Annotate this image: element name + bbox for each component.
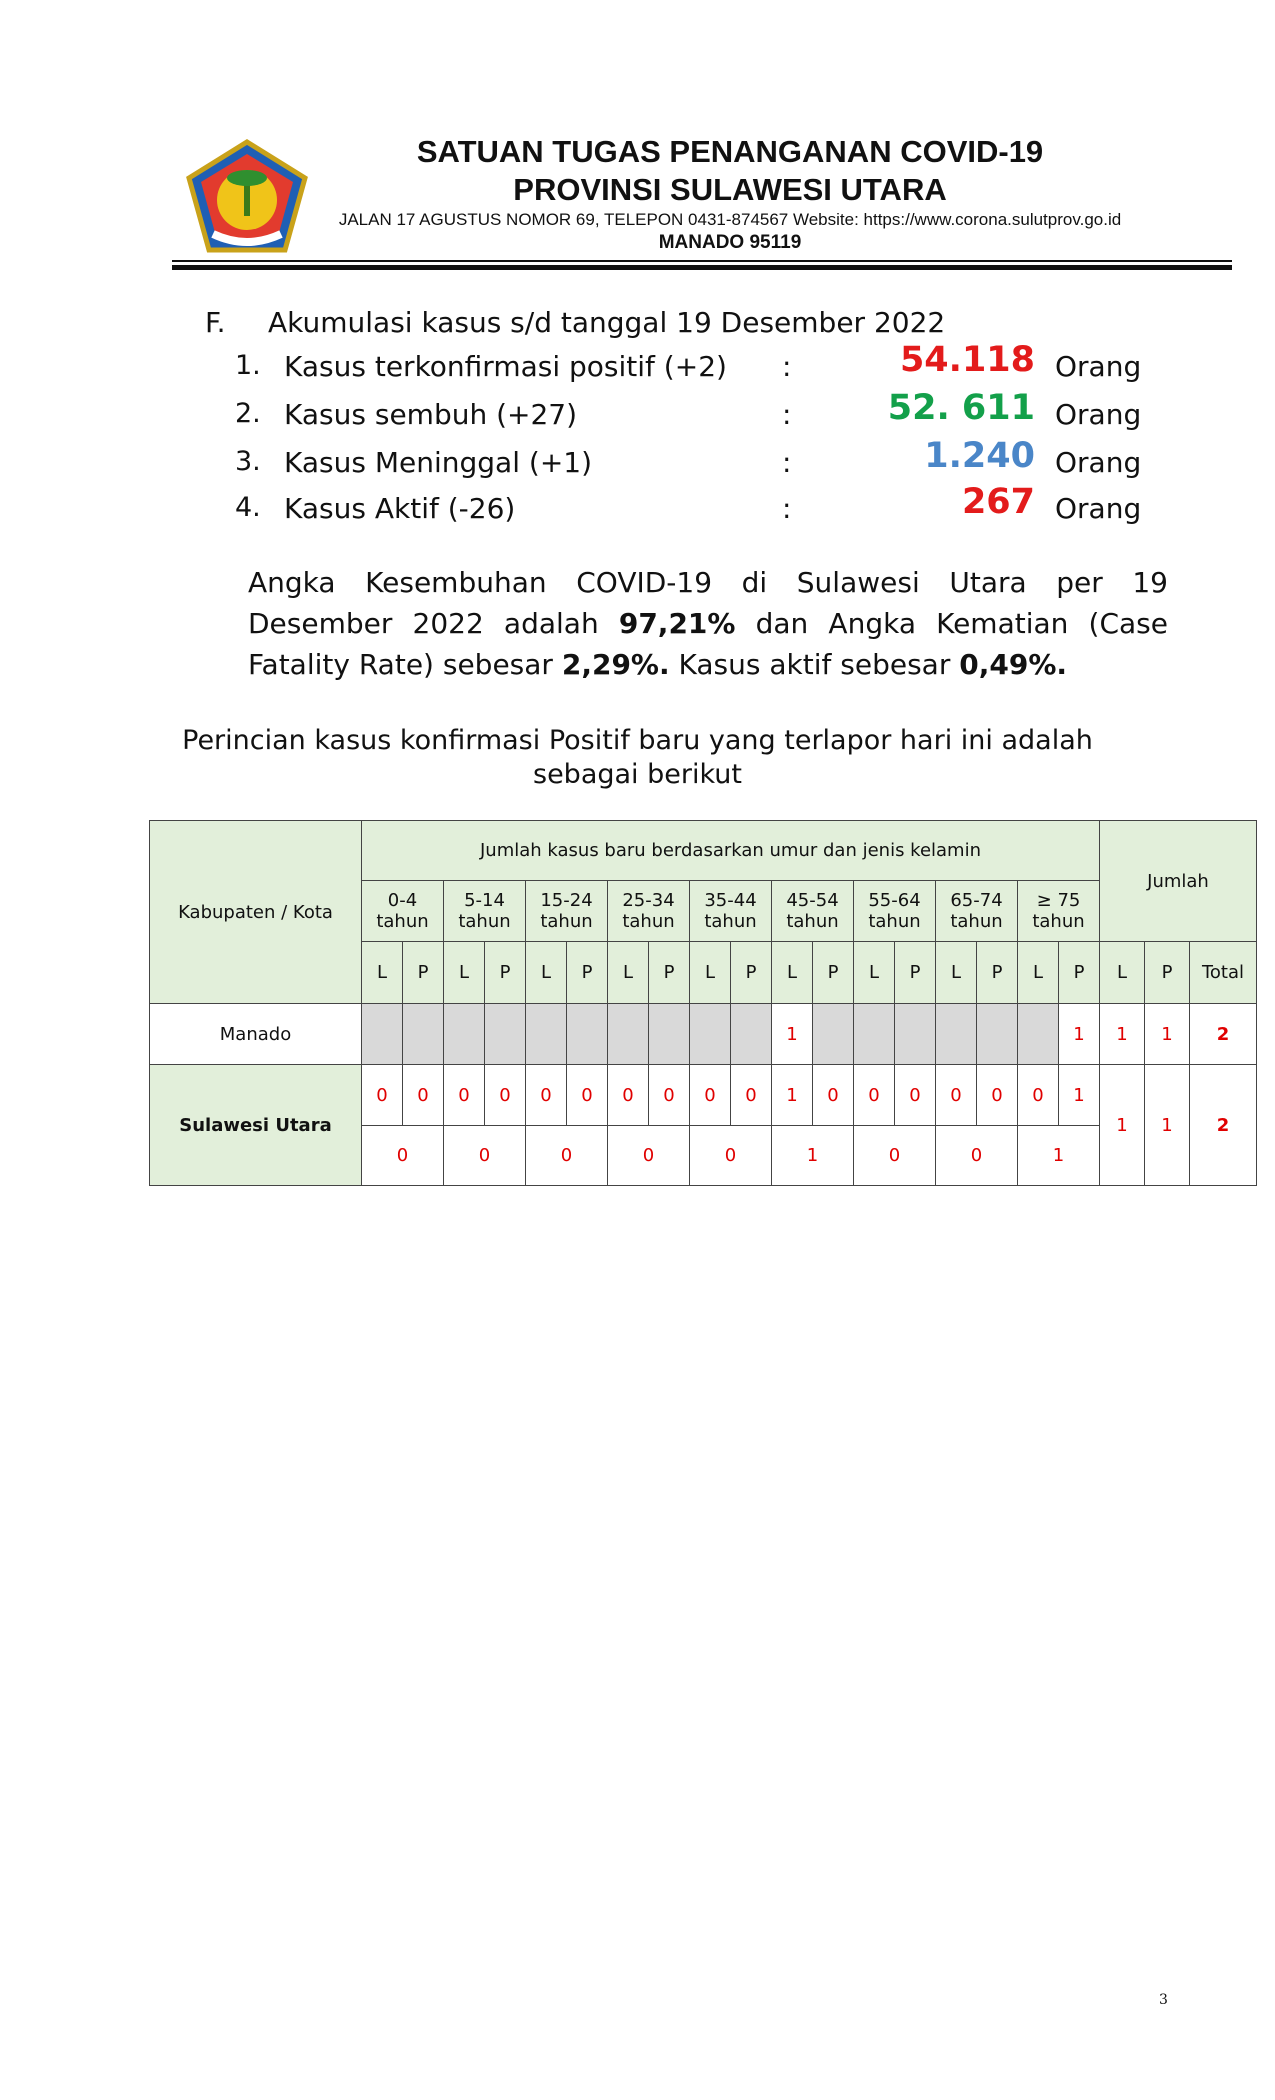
table-cell: 1 — [772, 1065, 813, 1126]
sex-p-header: P — [649, 942, 690, 1004]
age-group-total-cell: 0 — [690, 1126, 772, 1186]
table-intro — [150, 724, 1125, 792]
sum-p-header: P — [1145, 942, 1190, 1004]
total-cell: 2 — [1190, 1004, 1257, 1065]
row-colon: : — [782, 350, 792, 383]
section-letter: F. — [205, 306, 226, 339]
age-group-total-cell: 0 — [936, 1126, 1018, 1186]
row-label: Kasus Meninggal (+1) — [284, 446, 593, 479]
table-cell — [813, 1004, 854, 1065]
sex-l-header: L — [690, 942, 731, 1004]
header-rule-thick — [172, 265, 1232, 270]
age-group-header — [526, 881, 608, 942]
row-number: 4. — [235, 492, 261, 523]
table-cell — [731, 1004, 772, 1065]
table-cell: 0 — [362, 1065, 403, 1126]
intro-line: sebagai berikut — [533, 759, 742, 790]
province-logo — [185, 138, 309, 256]
table-cell — [485, 1004, 526, 1065]
sum-p-cell: 1 — [1145, 1004, 1190, 1065]
summary-text: dan Angka Kematian (Case Fatality Rate) sebesar — [248, 607, 1168, 681]
sex-l-header: L — [526, 942, 567, 1004]
table-cell: 0 — [403, 1065, 444, 1126]
sum-p-cell: 1 — [1145, 1065, 1190, 1186]
age-group-header — [772, 881, 854, 942]
region-name: Sulawesi Utara — [150, 1065, 362, 1186]
age-range: 65-74 — [950, 890, 1003, 911]
row-unit: Orang — [1055, 446, 1142, 479]
section-title: Akumulasi kasus s/d tanggal 19 Desember 2022 — [268, 306, 946, 339]
table-cell — [403, 1004, 444, 1065]
table-cell: 0 — [444, 1065, 485, 1126]
active-value: 267 — [961, 482, 1035, 522]
org-city: MANADO 95119 — [658, 232, 802, 253]
sex-p-header: P — [895, 942, 936, 1004]
age-unit: tahun — [458, 911, 511, 932]
age-unit: tahun — [540, 911, 593, 932]
region-name: Manado — [150, 1004, 362, 1065]
table-cell — [977, 1004, 1018, 1065]
table-cell: 0 — [485, 1065, 526, 1126]
age-unit: tahun — [868, 911, 921, 932]
age-group-header — [444, 881, 526, 942]
sex-l-header: L — [444, 942, 485, 1004]
sum-l-cell: 1 — [1100, 1004, 1145, 1065]
total-group-header: Jumlah — [1100, 821, 1257, 942]
table-cell — [649, 1004, 690, 1065]
row-number: 1. — [235, 350, 261, 381]
sex-l-header: L — [362, 942, 403, 1004]
age-range: 15-24 — [540, 890, 593, 911]
confirmed-value: 54.118 — [899, 340, 1035, 380]
org-subtitle: PROVINSI SULAWESI UTARA — [513, 172, 947, 207]
table-cell — [936, 1004, 977, 1065]
sex-p-header: P — [485, 942, 526, 1004]
table-cell: 0 — [1018, 1065, 1059, 1126]
table-row — [150, 1065, 1257, 1126]
table-cell: 0 — [526, 1065, 567, 1126]
sex-p-header: P — [1059, 942, 1100, 1004]
age-range: ≥ 75 — [1036, 890, 1081, 911]
table-cell: 0 — [936, 1065, 977, 1126]
table-cell: 0 — [608, 1065, 649, 1126]
table-cell — [444, 1004, 485, 1065]
total-header: Total — [1190, 942, 1257, 1004]
org-title: SATUAN TUGAS PENANGANAN COVID-19 — [416, 134, 1044, 169]
row-unit: Orang — [1055, 398, 1142, 431]
table-cell: 0 — [649, 1065, 690, 1126]
table-cell — [526, 1004, 567, 1065]
row-number: 3. — [235, 446, 261, 477]
intro-line: Perincian kasus konfirmasi Positif baru yang terlapor hari ini adalah — [182, 725, 1093, 756]
table-cell — [1018, 1004, 1059, 1065]
sum-l-header: L — [1100, 942, 1145, 1004]
summary-text: Kasus aktif sebesar — [669, 648, 960, 681]
age-group-header — [608, 881, 690, 942]
age-unit: tahun — [950, 911, 1003, 932]
age-unit: tahun — [786, 911, 839, 932]
sex-p-header: P — [813, 942, 854, 1004]
row-label: Kasus Aktif (-26) — [284, 492, 516, 525]
sum-l-cell: 1 — [1100, 1065, 1145, 1186]
sex-l-header: L — [608, 942, 649, 1004]
fatality-rate: 2,29%. — [561, 648, 670, 681]
sex-p-header: P — [403, 942, 444, 1004]
table-cell — [567, 1004, 608, 1065]
age-range: 35-44 — [704, 890, 757, 911]
table-cell: 0 — [977, 1065, 1018, 1126]
table-cell: 0 — [813, 1065, 854, 1126]
table-cell — [608, 1004, 649, 1065]
age-group-total-cell: 0 — [362, 1126, 444, 1186]
total-cell: 2 — [1190, 1065, 1257, 1186]
row-unit: Orang — [1055, 492, 1142, 525]
table-cell: 1 — [772, 1004, 813, 1065]
active-rate: 0,49%. — [959, 648, 1068, 681]
age-group-header — [854, 881, 936, 942]
age-group-header — [362, 881, 444, 942]
table-row — [150, 1004, 1257, 1065]
age-unit: tahun — [376, 911, 429, 932]
sex-p-header: P — [977, 942, 1018, 1004]
case-breakdown-table — [149, 820, 1257, 1186]
deaths-value: 1.240 — [924, 436, 1035, 476]
age-unit: tahun — [622, 911, 675, 932]
age-unit: tahun — [704, 911, 757, 932]
recovered-value: 52. 611 — [887, 388, 1035, 428]
page-number: 3 — [1159, 1992, 1168, 2008]
sex-l-header: L — [854, 942, 895, 1004]
row-label: Kasus terkonfirmasi positif (+2) — [284, 350, 727, 383]
age-unit: tahun — [1032, 911, 1085, 932]
row-colon: : — [782, 446, 792, 479]
table-cell: 0 — [567, 1065, 608, 1126]
table-cell: 0 — [731, 1065, 772, 1126]
table-cell — [895, 1004, 936, 1065]
age-range: 45-54 — [786, 890, 839, 911]
table-cell: 1 — [1059, 1065, 1100, 1126]
age-group-header — [936, 881, 1018, 942]
age-group-header — [1018, 881, 1100, 942]
age-group-total-cell: 1 — [772, 1126, 854, 1186]
age-range: 25-34 — [622, 890, 675, 911]
sex-l-header: L — [772, 942, 813, 1004]
sex-l-header: L — [936, 942, 977, 1004]
row-colon: : — [782, 398, 792, 431]
table-cell — [854, 1004, 895, 1065]
table-cell — [690, 1004, 731, 1065]
sex-l-header: L — [1018, 942, 1059, 1004]
summary-paragraph — [248, 562, 1168, 685]
age-group-total-cell: 0 — [608, 1126, 690, 1186]
age-range: 55-64 — [868, 890, 921, 911]
header-rule-thin — [172, 260, 1232, 262]
age-group-total-cell: 1 — [1018, 1126, 1100, 1186]
row-label: Kasus sembuh (+27) — [284, 398, 578, 431]
age-group-total-cell: 0 — [526, 1126, 608, 1186]
sex-p-header: P — [731, 942, 772, 1004]
table-cell: 0 — [854, 1065, 895, 1126]
age-group-total-cell: 0 — [854, 1126, 936, 1186]
recovery-rate: 97,21% — [618, 607, 736, 640]
summary-text: Angka Kesembuhan COVID-19 di Sulawesi Utara per 19 Desember 2022 adalah — [248, 566, 1168, 640]
table-cell — [362, 1004, 403, 1065]
org-address: JALAN 17 AGUSTUS NOMOR 69, TELEPON 0431-874567 Website: https://www.corona.sulutprov.go.id — [338, 210, 1122, 229]
age-group-header — [690, 881, 772, 942]
row-number: 2. — [235, 398, 261, 429]
sex-p-header: P — [567, 942, 608, 1004]
age-range: 0-4 — [387, 890, 418, 911]
age-range: 5-14 — [464, 890, 505, 911]
region-header: Kabupaten / Kota — [150, 821, 362, 1004]
table-cell: 0 — [895, 1065, 936, 1126]
age-sex-header: Jumlah kasus baru berdasarkan umur dan jenis kelamin — [362, 821, 1100, 881]
row-unit: Orang — [1055, 350, 1142, 383]
table-cell: 0 — [690, 1065, 731, 1126]
table-cell: 1 — [1059, 1004, 1100, 1065]
age-group-total-cell: 0 — [444, 1126, 526, 1186]
row-colon: : — [782, 492, 792, 525]
